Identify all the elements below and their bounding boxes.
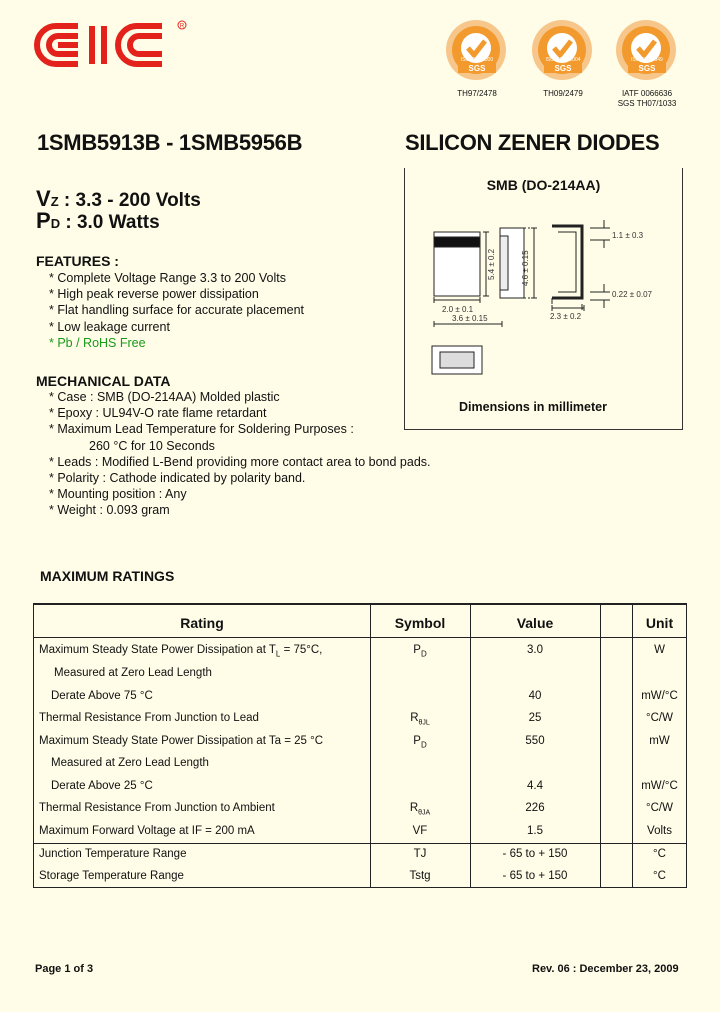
mechanical-heading: MECHANICAL DATA: [36, 373, 171, 389]
part-number-range: 1SMB5913B - 1SMB5956B: [37, 130, 303, 155]
pd-label-sub: D: [50, 216, 61, 231]
list-item: * Maximum Lead Temperature for Soldering Purposes :: [49, 421, 431, 437]
table-row: [34, 798, 686, 821]
table-row: [34, 686, 686, 709]
seal-badge: SGS: [554, 64, 572, 73]
cert-code-line: IATF 0066636: [621, 89, 673, 98]
list-item: * Low leakage current: [49, 319, 304, 335]
seal-badge: SGS: [638, 64, 656, 73]
unit-cell: mW/°C: [641, 780, 678, 792]
list-item: * Epoxy : UL94V-O rate flame retardant: [49, 405, 431, 421]
certification-seal-icon: [530, 18, 594, 82]
pd-value: : 3.0 Watts: [65, 212, 160, 233]
symbol-cell: TJ: [413, 848, 427, 860]
cert-code: TH09/2479: [543, 89, 583, 98]
unit-cell: mW: [649, 735, 670, 747]
certification-seal-icon: [614, 18, 678, 82]
max-ratings-title: MAXIMUM RATINGS: [40, 568, 175, 584]
seal-standard: ISO14001:2004: [545, 57, 581, 63]
symbol-cell: VF: [412, 825, 428, 837]
list-item: * Flat handling surface for accurate placement: [49, 302, 304, 318]
rating-cell: Maximum Forward Voltage at IF = 200 mA: [39, 825, 255, 837]
dim-side-width: 2.3 ± 0.2: [550, 312, 582, 321]
revision-date: Rev. 06 : December 23, 2009: [532, 963, 679, 975]
value-cell: 40: [528, 690, 542, 702]
iso9001-cert-seal: [440, 18, 514, 99]
unit-cell: °C: [653, 870, 666, 882]
list-item: * Mounting position : Any: [49, 486, 431, 502]
features-list: [49, 270, 304, 351]
unit-cell: °C: [653, 848, 666, 860]
table-row: [34, 866, 686, 889]
value-cell: - 65 to + 150: [502, 870, 568, 882]
dim-lead-thick-top: 1.1 ± 0.3: [612, 231, 644, 240]
dim-height-body: 5.4 ± 0.2: [487, 248, 496, 280]
mechanical-list: [49, 389, 431, 519]
symbol-cell: $P_D$: [413, 644, 427, 659]
header-unit: Unit: [645, 615, 674, 631]
unit-cell: °C/W: [646, 802, 673, 814]
value-cell: 25: [528, 712, 542, 724]
certification-seal-icon: [444, 18, 508, 82]
symbol-cell: $P_D$: [413, 735, 427, 750]
rating-cell: Derate Above 75 °C: [51, 690, 153, 702]
ratings-table: [33, 603, 687, 888]
dim-height-total: 4.6 ± 0.15: [521, 250, 530, 286]
package-title: SMB (DO-214AA): [486, 177, 601, 193]
seal-standard: ISO9001:2000: [460, 57, 494, 63]
cert-code: TH97/2478: [457, 89, 497, 98]
table-row: [34, 708, 686, 731]
seal-standard: ISO/TS 16949: [631, 57, 663, 63]
rating-cell: Measured at Zero Lead Length: [51, 757, 209, 769]
symbol-cell: $R_{\theta JA}$: [409, 802, 431, 817]
unit-cell: mW/°C: [641, 690, 678, 702]
rating-cell: Thermal Resistance From Junction to Ambient: [39, 802, 275, 814]
unit-cell: Volts: [647, 825, 672, 837]
table-row: [34, 663, 686, 686]
rating-cell: Thermal Resistance From Junction to Lead: [39, 712, 259, 724]
page-number: Page 1 of 3: [35, 963, 94, 975]
table-row: [34, 821, 686, 844]
list-item: * Complete Voltage Range 3.3 to 200 Volts: [49, 270, 304, 286]
vz-label-sub: Z: [50, 194, 59, 209]
vz-value: : 3.3 - 200 Volts: [63, 190, 201, 211]
list-item: * Weight : 0.093 gram: [49, 502, 431, 518]
rating-cell: Derate Above 25 °C: [51, 780, 153, 792]
table-row: [34, 776, 686, 799]
rating-cell: Junction Temperature Range: [39, 848, 187, 860]
seal-badge: SGS: [468, 64, 486, 73]
value-cell: 1.5: [527, 825, 543, 837]
header-symbol: Symbol: [394, 615, 446, 631]
package-dimension-drawing: [404, 200, 683, 390]
table-row: [34, 843, 686, 866]
table-row: [34, 640, 686, 663]
list-item: 260 °C for 10 Seconds: [89, 438, 215, 453]
symbol-cell: Tstg: [409, 870, 431, 882]
header-rule: [34, 637, 686, 638]
rating-cell: Storage Temperature Range: [39, 870, 184, 882]
package-caption: Dimensions in millimeter: [459, 400, 607, 414]
svg-text:R: R: [179, 23, 185, 30]
symbol-cell: $R_{\theta JL}$: [410, 712, 430, 727]
product-type-title: SILICON ZENER DIODES: [405, 130, 660, 155]
dim-width-total: 3.6 ± 0.15: [452, 314, 488, 323]
rating-cell: Measured at Zero Lead Length: [54, 667, 212, 679]
list-item: * Polarity : Cathode indicated by polarity band.: [49, 470, 431, 486]
dim-lead-thick: 0.22 ± 0.07: [612, 290, 652, 299]
pd-label: P: [36, 208, 51, 233]
unit-cell: W: [654, 644, 665, 656]
iso14001-cert-seal: [526, 18, 600, 99]
header-rating: Rating: [180, 615, 224, 631]
value-cell: 550: [525, 735, 545, 747]
cert-code-line: SGS TH07/1033: [617, 99, 677, 108]
value-cell: - 65 to + 150: [502, 848, 568, 860]
list-item: * Leads : Modified L-Bend providing more contact area to bond pads.: [49, 454, 431, 470]
rohs-item: * Pb / RoHS Free: [49, 335, 304, 351]
isots16949-cert-seal: [610, 18, 684, 109]
dim-width-body: 2.0 ± 0.1: [442, 305, 474, 314]
value-cell: 4.4: [527, 780, 543, 792]
rating-cell: Maximum Steady State Power Dissipation at $T_L = 75^\circ C$,: [39, 644, 323, 659]
pd-spec: [36, 208, 160, 234]
rating-cell: Maximum Steady State Power Dissipation at Ta = 25 °C: [39, 735, 324, 747]
table-row: [34, 753, 686, 776]
table-row: [34, 731, 686, 754]
value-cell: 226: [525, 802, 545, 814]
header-value: Value: [516, 615, 554, 631]
unit-cell: °C/W: [646, 712, 673, 724]
vz-label: V: [36, 186, 51, 211]
list-item: * High peak reverse power dissipation: [49, 286, 304, 302]
value-cell: 3.0: [527, 644, 543, 656]
eic-logo: [34, 20, 194, 70]
features-heading: FEATURES :: [36, 253, 119, 269]
list-item: * Case : SMB (DO-214AA) Molded plastic: [49, 389, 431, 405]
